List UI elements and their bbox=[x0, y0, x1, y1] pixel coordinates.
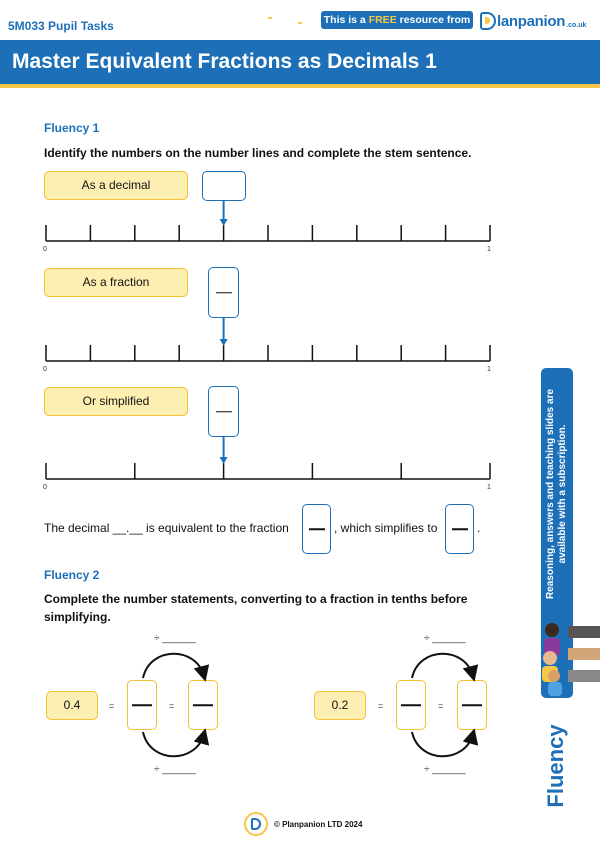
free-highlight: FREE bbox=[368, 14, 397, 26]
statement1-arrow-top bbox=[143, 654, 204, 678]
statement2-decimal: 0.2 bbox=[314, 691, 366, 720]
people-illustration-icon bbox=[538, 618, 600, 698]
stem-part1: The decimal __.__ is equivalent to the fraction bbox=[44, 521, 289, 535]
statement1-divide-bottom: ÷ ______ bbox=[154, 764, 196, 775]
label-as-decimal: As a decimal bbox=[44, 171, 188, 200]
page-title: Master Equivalent Fractions as Decimals 1 bbox=[12, 50, 437, 73]
subscription-text: Reasoning, answers and teaching slides are available with a subscription. bbox=[545, 388, 568, 600]
statement1-divide-top: ÷ ______ bbox=[154, 633, 196, 644]
statement1-equals-2: = bbox=[169, 701, 175, 711]
label-or-simplified: Or simplified bbox=[44, 387, 188, 416]
stem-part2: , which simplifies to bbox=[334, 521, 438, 535]
line2-end-label: 1 bbox=[487, 366, 491, 373]
statement2-arrow-top bbox=[412, 654, 473, 678]
line1-start-label: 0 bbox=[43, 246, 47, 253]
free-prefix: This is a bbox=[323, 14, 369, 26]
line3-end-label: 1 bbox=[487, 484, 491, 491]
statement2-divide-bottom: ÷ ______ bbox=[424, 764, 466, 775]
copyright-text: © Planpanion LTD 2024 bbox=[274, 819, 363, 829]
pupil-tasks-label: 5M033 Pupil Tasks bbox=[8, 19, 114, 33]
fluency1-instruction: Identify the numbers on the number lines and complete the stem sentence. bbox=[44, 146, 472, 160]
statement2-equals-2: = bbox=[438, 701, 444, 711]
statement2-arrow-bottom bbox=[412, 732, 473, 756]
line2-start-label: 0 bbox=[43, 366, 47, 373]
planpanion-footer-icon bbox=[244, 812, 268, 836]
line3-start-label: 0 bbox=[43, 484, 47, 491]
logo-text: lanpanion bbox=[497, 12, 566, 30]
label-as-fraction: As a fraction bbox=[44, 268, 188, 297]
statement1-decimal: 0.4 bbox=[46, 691, 98, 720]
fluency-side-label: Fluency bbox=[543, 724, 568, 808]
statement2-divide-top: ÷ ______ bbox=[424, 633, 466, 644]
stem-end: . bbox=[477, 521, 481, 535]
statement1-equals-1: = bbox=[109, 701, 115, 711]
line1-end-label: 1 bbox=[487, 246, 491, 253]
fluency1-heading: Fluency 1 bbox=[44, 121, 100, 135]
fluency2-instruction-1: Complete the number statements, converting to a fraction in tenths before bbox=[44, 592, 468, 606]
statement1-arrow-bottom bbox=[143, 732, 204, 756]
logo-domain: .co.uk bbox=[566, 21, 587, 29]
free-suffix: resource from bbox=[396, 14, 471, 26]
fluency2-heading: Fluency 2 bbox=[44, 568, 100, 582]
statement2-equals-1: = bbox=[378, 701, 384, 711]
footer bbox=[244, 812, 362, 836]
fluency2-instruction-2: simplifying. bbox=[44, 610, 111, 624]
